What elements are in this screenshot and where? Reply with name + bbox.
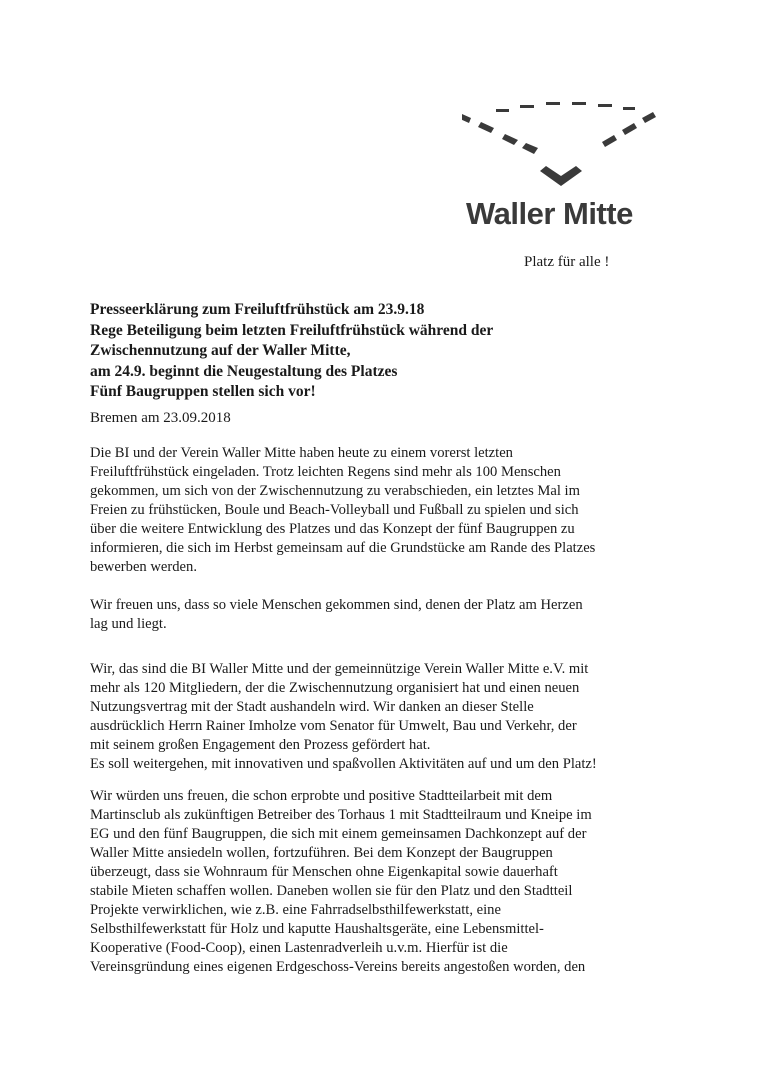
- text-line: EG und den fünf Baugruppen, die sich mit einem gemeinsamen Dachkonzept auf der: [90, 826, 587, 842]
- text-line: Wir würden uns freuen, die schon erprobte und positive Stadtteilarbeit mit dem: [90, 788, 553, 804]
- headline-line: am 24.9. beginnt die Neugestaltung des Platzes: [90, 362, 398, 380]
- text-line: Nutzungsvertrag mit der Stadt aushandeln wird. Wir danken an dieser Stelle: [90, 699, 534, 715]
- text-line: Projekte verwirklichen, wie z.B. eine Fahrradselbsthilfewerkstatt, eine: [90, 902, 501, 918]
- headline-line: Zwischennutzung auf der Waller Mitte,: [90, 342, 351, 359]
- text-line: Die BI und der Verein Waller Mitte haben heute zu einem vorerst letzten: [90, 445, 513, 461]
- text-line: stabile Mieten schaffen wollen. Daneben wollen sie für den Platz und den Stadtteil: [90, 883, 573, 899]
- text-line: Freien zu frühstücken, Boule und Beach-Volleyball und Fußball zu spielen und sich: [90, 502, 579, 518]
- text-line: mit seinem großen Engagement den Prozess gefördert hat.: [90, 737, 431, 753]
- text-line: überzeugt, dass sie Wohnraum für Menschen ohne Eigenkapital sowie dauerhaft: [90, 864, 558, 880]
- paragraph-1: [90, 444, 670, 577]
- paragraph-2: [90, 596, 670, 634]
- headline-line: Fünf Baugruppen stellen sich vor!: [90, 383, 316, 400]
- text-line: über die weitere Entwicklung des Platzes und das Konzept der fünf Baugruppen zu: [90, 521, 575, 537]
- text-line: Kooperative (Food-Coop), einen Lastenradverleih u.v.m. Hierfür ist die: [90, 940, 508, 956]
- headline: [90, 300, 690, 403]
- text-line: Waller Mitte ansiedeln wollen, fortzuführen. Bei dem Konzept der Baugruppen: [90, 845, 553, 861]
- text-line: Wir, das sind die BI Waller Mitte und der gemeinnützige Verein Waller Mitte e.V. mit: [90, 661, 589, 677]
- brand-name: Waller Mitte: [466, 196, 633, 231]
- paragraph-3: [90, 660, 670, 774]
- dateline: Bremen am 23.09.2018: [90, 410, 231, 426]
- text-line: Freiluftfrühstück eingeladen. Trotz leichten Regens sind mehr als 100 Menschen: [90, 464, 561, 480]
- text-line: Martinsclub als zukünftigen Betreiber des Torhaus 1 mit Stadtteilraum und Kneipe im: [90, 807, 592, 823]
- text-line: Selbsthilfewerkstatt für Holz und kaputte Haushaltsgeräte, eine Lebensmittel-: [90, 921, 544, 937]
- text-line: Es soll weitergehen, mit innovativen und spaßvollen Aktivitäten auf und um den Platz!: [90, 756, 597, 772]
- text-line: lag und liegt.: [90, 616, 167, 632]
- text-line: ausdrücklich Herrn Rainer Imholze vom Senator für Umwelt, Bau und Verkehr, der: [90, 718, 577, 734]
- slogan: Platz für alle !: [524, 254, 610, 270]
- text-line: Wir freuen uns, dass so viele Menschen gekommen sind, denen der Platz am Herzen: [90, 597, 583, 613]
- headline-line: Rege Beteiligung beim letzten Freiluftfrühstück während der: [90, 321, 494, 339]
- headline-line: Presseerklärung zum Freiluftfrühstück am 23.9.18: [90, 301, 425, 318]
- text-line: mehr als 120 Mitgliedern, der die Zwischennutzung organisiert hat und einen neuen: [90, 680, 580, 696]
- paragraph-4: [90, 787, 670, 977]
- text-line: gekommen, um sich von der Zwischennutzung zu verabschieden, ein letztes Mal im: [90, 483, 580, 499]
- text-line: informieren, die sich im Herbst gemeinsam auf die Grundstücke am Rande des Platzes: [90, 540, 596, 556]
- text-line: Vereinsgründung eines eigenen Erdgeschoss-Vereins bereits angestoßen worden, den: [90, 959, 586, 975]
- text-line: bewerben werden.: [90, 559, 197, 575]
